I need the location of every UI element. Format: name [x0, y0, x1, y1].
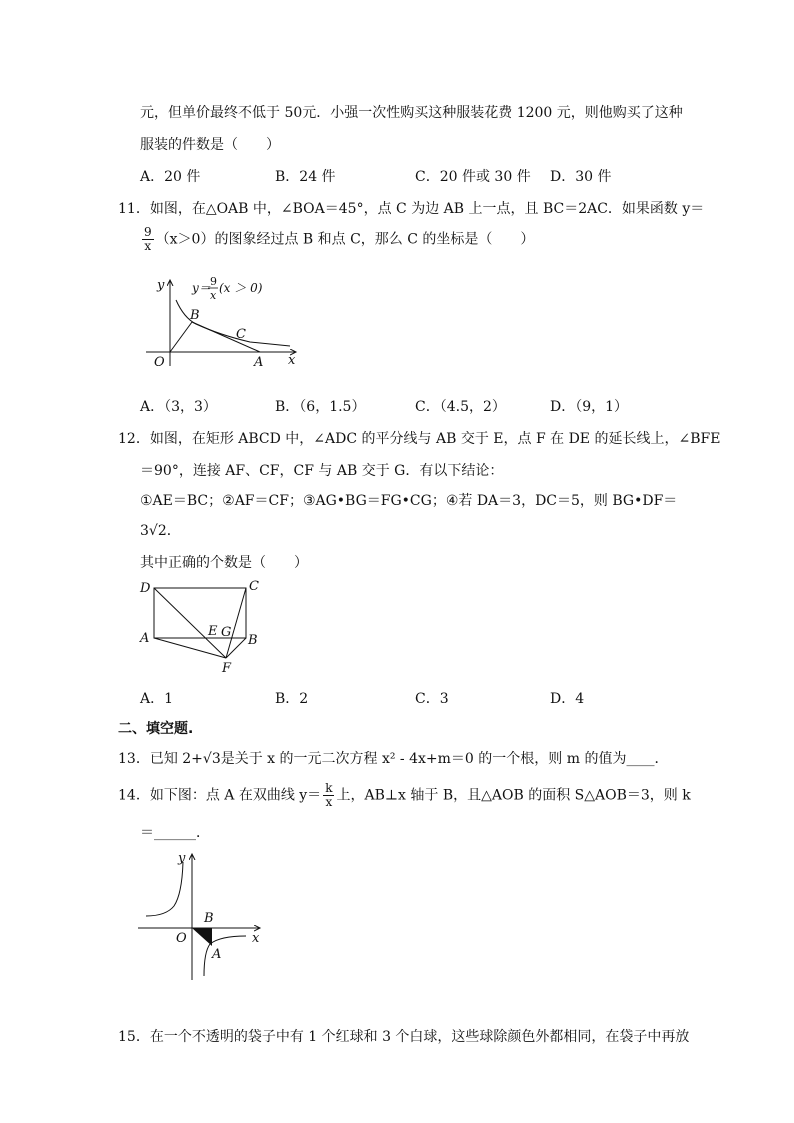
q10-choice-a: A．20 件 [140, 169, 201, 185]
q11-label-y: y [157, 278, 165, 293]
q11-line1: 11．如图，在△OAB 中，∠BOA＝45°，点 C 为边 AB 上一点，且 BC＝2AC．如果函数 y＝ [118, 201, 705, 217]
q11-figure [140, 272, 320, 372]
q11-fraction [142, 226, 154, 253]
q11-choice-b: B．（6，1.5） [275, 399, 366, 415]
q11-choices [140, 396, 700, 416]
q11-label-b: B [190, 308, 200, 323]
q12-label-a: A [140, 631, 150, 646]
q14-label-b: B [204, 911, 214, 926]
q11-func-den: x [210, 289, 217, 302]
q12-line5: 其中正确的个数是（ ） [140, 555, 308, 571]
q12-label-f: F [222, 661, 232, 676]
q11-segment-ba [192, 322, 260, 352]
q14-line1 [118, 782, 691, 809]
q11-func-prefix: y＝ [192, 281, 211, 295]
q10-line2: 服装的件数是（ ） [140, 137, 280, 153]
q12-label-c: C [249, 579, 259, 594]
q12-line2: ＝90°，连接 AF、CF，CF 与 AB 交于 G．有以下结论： [140, 463, 504, 479]
q12-choice-b: B．2 [275, 691, 309, 707]
q10-choice-b: B．24 件 [275, 169, 336, 185]
q10-choice-c: C．20 件或 30 件 [415, 169, 531, 185]
q14-frac-den: x [325, 795, 333, 809]
q11-label-a: A [254, 355, 264, 370]
q12-choices [140, 688, 700, 708]
q11-label-x: x [288, 353, 296, 368]
q12-line1: 12．如图，在矩形 ABCD 中，∠ADC 的平分线与 AB 交于 E，点 F 在 DE 的延长线上，∠BFE [118, 431, 721, 447]
q10-line1: 元，但单价最终不低于 50元．小强一次性购买这种服装花费 1200 元，则他购买了这种 [140, 105, 683, 121]
q14-label-a: A [212, 947, 222, 962]
q14-line2: ＝______． [140, 825, 210, 841]
q14-frac-num: k [325, 781, 333, 795]
q11-choice-c: C．（4.5，2） [415, 399, 506, 415]
q11-choice-d: D．（9，1） [550, 399, 629, 415]
q14-figure [136, 848, 270, 982]
q11-line2-rest: （x＞0）的图象经过点 B 和点 C，那么 C 的坐标是（ ） [155, 231, 535, 248]
q10-choice-d: D．30 件 [550, 169, 612, 185]
q13-line: 13．已知 2+√3是关于 x 的一元二次方程 x² - 4x+m＝0 的一个根，则 m 的值为____． [118, 751, 669, 767]
q12-label-g: G [221, 625, 232, 640]
q14-triangle-aob [192, 928, 212, 946]
q12-label-b: B [248, 633, 258, 648]
q11-frac-num: 9 [144, 225, 152, 239]
q11-line2 [140, 226, 534, 253]
q14-fraction [323, 782, 334, 809]
q11-choice-a: A．（3，3） [140, 399, 217, 415]
q15-line: 15．在一个不透明的袋子中有 1 个红球和 3 个白球，这些球除颜色外都相同，在袋子中再放 [118, 1029, 690, 1045]
q11-frac-den: x [144, 239, 152, 253]
q12-figure [138, 578, 278, 678]
q14-label-y: y [178, 851, 186, 866]
q12-choice-a: A．1 [140, 691, 174, 707]
q14-label-x: x [252, 931, 260, 946]
q12-label-d: D [140, 581, 151, 596]
q12-choice-d: D．4 [550, 691, 585, 707]
q12-choice-c: C．3 [415, 691, 449, 707]
q11-func-suffix: (x ＞ 0) [219, 281, 263, 295]
section-heading-fill-blank: 二、填空题. [118, 721, 194, 737]
q12-line4: 3√2． [140, 523, 181, 539]
q14-line1-pre: 14．如下图：点 A 在双曲线 y＝ [118, 787, 322, 804]
q14-hyperbola-branch-2 [146, 862, 183, 916]
q14-line1-post: 上，AB⊥x 轴于 B，且△AOB 的面积 S△AOB＝3，则 k [336, 787, 691, 804]
q14-label-o: O [176, 931, 187, 946]
q11-segment-ob [170, 322, 192, 352]
q12-rectangle-abcd [154, 588, 246, 638]
q11-label-o: O [154, 355, 165, 370]
q12-line3: ①AE＝BC；②AF＝CF；③AG•BG＝FG•CG；④若 DA＝3，DC＝5，则 BG•DF＝ [140, 493, 678, 509]
q11-func-num: 9 [210, 275, 217, 288]
q11-label-c: C [236, 327, 246, 342]
q12-label-e: E [208, 624, 218, 639]
q10-choices [140, 166, 700, 186]
